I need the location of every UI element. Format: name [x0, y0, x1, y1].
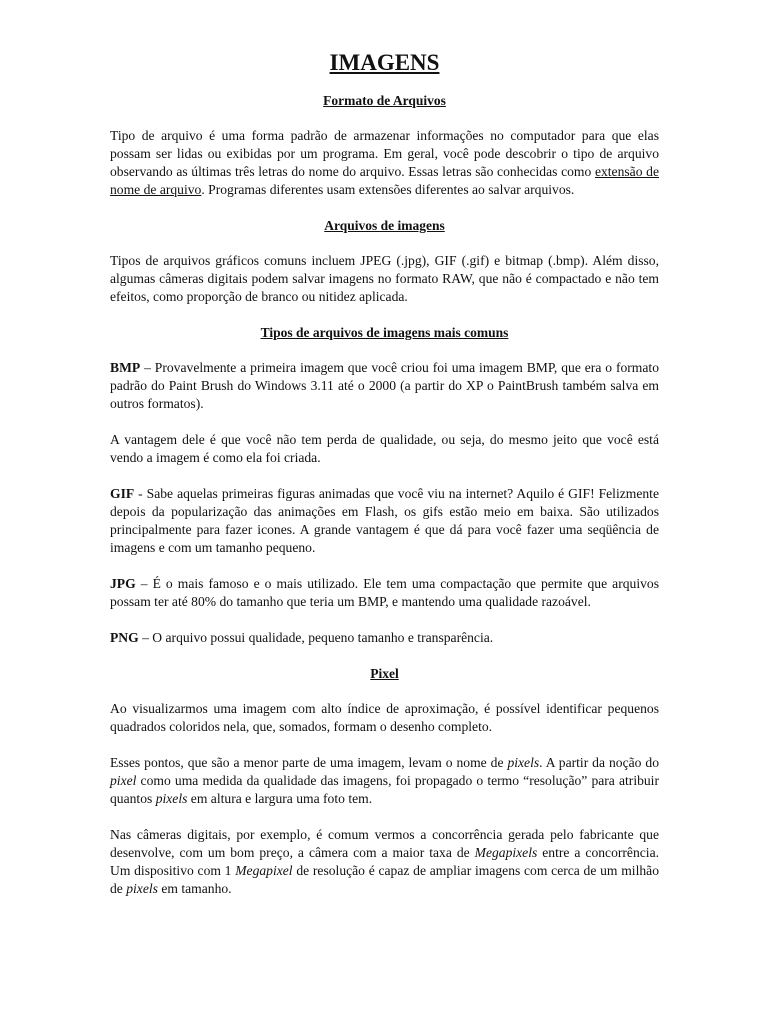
paragraph-text: – O arquivo possui qualidade, pequeno tamanho e transparência. [138, 630, 494, 645]
paragraph-text: em tamanho. [157, 881, 232, 896]
paragraph-text: em altura e largura uma foto tem. [187, 791, 373, 806]
paragraph-text: como uma medida da qualidade das imagens, foi propagado o termo “resolução” para atribuir quantos [110, 773, 659, 806]
section-heading-arquivos-imagens: Arquivos de imagens [324, 218, 445, 233]
bmp-label: BMP [110, 360, 141, 375]
paragraph-text: Nas câmeras digitais, por exemplo, é comum vermos a concorrência gerada pelo fabricante que desenvolve, com um bom preço, a câmera com a maior taxa de [110, 827, 659, 860]
paragraph-text: . A partir da noção do [539, 755, 659, 770]
section-heading-pixel: Pixel [370, 666, 399, 681]
paragraph-megapixels [110, 826, 659, 898]
section-heading-tipos-comuns: Tipos de arquivos de imagens mais comuns [260, 325, 509, 340]
paragraph-bmp [110, 359, 659, 413]
page-title: IMAGENS [329, 50, 440, 75]
png-label: PNG [110, 630, 139, 645]
paragraph-pixel-aproximacao: Ao visualizarmos uma imagem com alto índice de aproximação, é possível identificar pequenos quadrados coloridos nela, que, somados, formam o desenho completo. [110, 701, 659, 734]
jpg-label: JPG [110, 576, 136, 591]
paragraph-text: Tipo de arquivo é uma forma padrão de armazenar informações no computador para que elas possam ser lidas ou exibidas por um programa. Em geral, você pode descobrir o tipo de arquivo observando as últimas três letras do nome do arquivo. Essas letras são conhecidas como [110, 128, 659, 179]
paragraph-bmp-vantagem: A vantagem dele é que você não tem perda de qualidade, ou seja, do mesmo jeito que você está vendo a imagem é como ela foi criada. [110, 432, 659, 465]
italic-term: pixel [110, 773, 137, 788]
paragraph-pixel-resolucao [110, 754, 659, 808]
italic-term: pixels [507, 755, 540, 770]
document-page [110, 48, 659, 898]
paragraph-text: – Provavelmente a primeira imagem que você criou foi uma imagem BMP, que era o formato padrão do Paint Brush do Windows 3.11 até o 2000 (a partir do XP o PaintBrush também salva em outros formatos). [110, 360, 659, 411]
paragraph-tipos-graficos: Tipos de arquivos gráficos comuns incluem JPEG (.jpg), GIF (.gif) e bitmap (.bmp). Além disso, algumas câmeras digitais podem salvar imagens no formato RAW, que não é compactado e não tem efeitos, como proporção de branco ou nitidez aplicada. [110, 253, 659, 304]
paragraph-text: Esses pontos, que são a menor parte de uma imagem, levam o nome de [110, 755, 508, 770]
paragraph-text: - Sabe aquelas primeiras figuras animadas que você viu na internet? Aquilo é GIF! Felizmente depois da popularização das animações em Flash, os gifs estão meio em baixa. São utilizados principalmente para fazer icones. A grande vantagem é que dá para você fazer uma seqüência de imagens e com um tamanho pequeno. [110, 486, 659, 555]
italic-term: Megapixel [235, 863, 293, 878]
italic-term: Megapixels [474, 845, 538, 860]
paragraph-text: de resolução é capaz de ampliar imagens com cerca de um milhão de [110, 863, 659, 896]
paragraph-text: entre a concorrência. Um dispositivo com 1 [110, 845, 659, 878]
italic-term: pixels [126, 881, 158, 896]
paragraph-text: – É o mais famoso e o mais utilizado. Ele tem uma compactação que permite que arquivos possam ter até 80% do tamanho que teria um BMP, e mantendo uma qualidade razoável. [110, 576, 659, 609]
extension-link[interactable]: extensão de nome de arquivo [110, 164, 659, 197]
paragraph-gif [110, 485, 659, 557]
section-heading-formato: Formato de Arquivos [323, 93, 446, 108]
paragraph-tipo-arquivo [110, 127, 659, 199]
italic-term: pixels [155, 791, 188, 806]
gif-label: GIF [110, 486, 135, 501]
paragraph-jpg [110, 575, 659, 611]
paragraph-png [110, 629, 659, 647]
paragraph-text: . Programas diferentes usam extensões diferentes ao salvar arquivos. [201, 182, 575, 197]
